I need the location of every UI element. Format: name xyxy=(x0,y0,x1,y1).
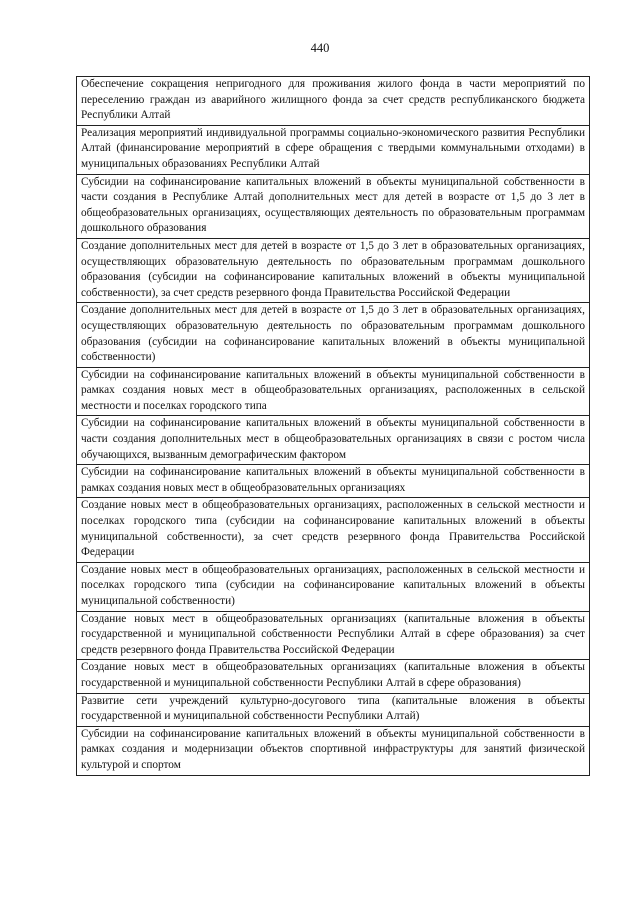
table-cell: Субсидии на софинансирование капитальных вложений в объекты муниципальной собственности в части создания дополнительных мест в общеобразовательных организациях в связи с ростом числа обучающихся, вызванным демографическим фактором xyxy=(77,416,590,465)
table-row xyxy=(77,498,590,562)
table-row xyxy=(77,125,590,174)
table-row xyxy=(77,303,590,367)
table-cell: Создание новых мест в общеобразовательных организациях, расположенных в сельской местности и поселках городского типа (субсидии на софинансирование капитальных вложений в объекты муниципальной собственности) xyxy=(77,562,590,611)
table-cell: Создание дополнительных мест для детей в возрасте от 1,5 до 3 лет в образовательных организациях, осуществляющих образовательную деятельность по образовательным программам дошкольного образования (субсидии на софинансирование капитальных вложений в объекты муниципальной собственности), за счет средств резервного фонда Правительства Российской Федерации xyxy=(77,238,590,302)
table-cell: Субсидии на софинансирование капитальных вложений в объекты муниципальной собственности в рамках создания новых мест в общеобразовательных организациях, расположенных в сельской местности и поселках городского типа xyxy=(77,367,590,416)
table-row xyxy=(77,660,590,693)
table-cell: Создание дополнительных мест для детей в возрасте от 1,5 до 3 лет в образовательных организациях, осуществляющих образовательную деятельность по образовательным программам дошкольного образования (субсидии на софинансирование капитальных вложений в объекты муниципальной собственности) xyxy=(77,303,590,367)
table-row xyxy=(77,174,590,238)
table-row xyxy=(77,465,590,498)
table-row xyxy=(77,693,590,726)
table-cell: Развитие сети учреждений культурно-досугового типа (капитальные вложения в объекты государственной и муниципальной собственности Республики Алтай) xyxy=(77,693,590,726)
table-row xyxy=(77,367,590,416)
table-row xyxy=(77,611,590,660)
document-table xyxy=(76,76,590,776)
table-cell: Реализация мероприятий индивидуальной программы социально-экономического развития Республики Алтай (финансирование мероприятий в сфере обращения с твердыми коммунальными отходами) в муниципальных образованиях Республики Алтай xyxy=(77,125,590,174)
table-cell: Создание новых мест в общеобразовательных организациях (капитальные вложения в объекты государственной и муниципальной собственности Республики Алтай в сфере образования) за счет средств резервного фонда Правительства Российской Федерации xyxy=(77,611,590,660)
table-cell: Создание новых мест в общеобразовательных организациях (капитальные вложения в объекты государственной и муниципальной собственности Республики Алтай в сфере образования) xyxy=(77,660,590,693)
table-cell: Обеспечение сокращения непригодного для проживания жилого фонда в части мероприятий по переселению граждан из аварийного жилищного фонда за счет средств республиканского бюджета Республики Алтай xyxy=(77,77,590,126)
table-row xyxy=(77,77,590,126)
table-row xyxy=(77,562,590,611)
table-cell: Субсидии на софинансирование капитальных вложений в объекты муниципальной собственности в рамках создания и модернизации объектов спортивной инфраструктуры для занятий физической культурой и спортом xyxy=(77,726,590,775)
table-cell: Субсидии на софинансирование капитальных вложений в объекты муниципальной собственности в части создания в Республике Алтай дополнительных мест для детей в возрасте от 1,5 до 3 лет в общеобразовательных организациях, осуществляющих деятельность по образовательным программам дошкольного образования xyxy=(77,174,590,238)
page-number: 440 xyxy=(310,41,330,55)
table-cell: Субсидии на софинансирование капитальных вложений в объекты муниципальной собственности в рамках создания новых мест в общеобразовательных организациях xyxy=(77,465,590,498)
table-row xyxy=(77,416,590,465)
table-row xyxy=(77,726,590,775)
table-cell: Создание новых мест в общеобразовательных организациях, расположенных в сельской местности и поселках городского типа (субсидии на софинансирование капитальных вложений в объекты муниципальной собственности), за счет средств резервного фонда Правительства Российской Федерации xyxy=(77,498,590,562)
table-row xyxy=(77,238,590,302)
